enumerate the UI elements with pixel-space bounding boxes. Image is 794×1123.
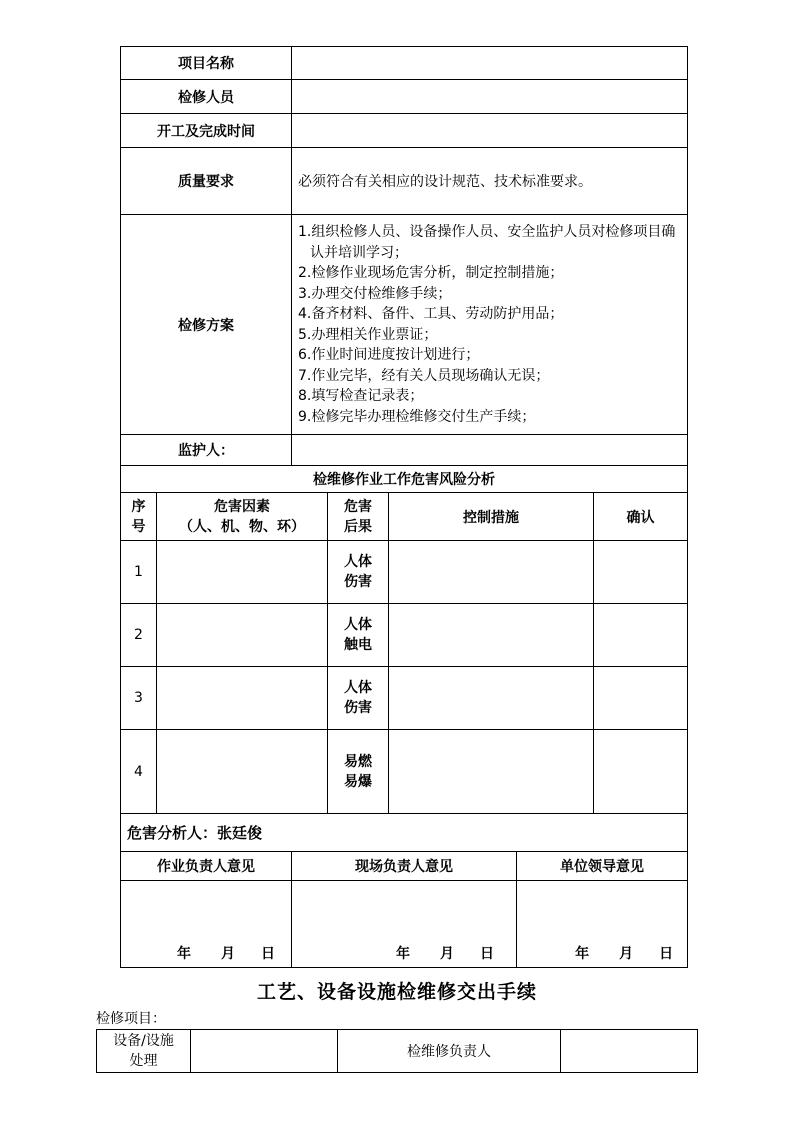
row-factors[interactable] bbox=[157, 730, 328, 814]
plan-item: 4.备齐材料、备件、工具、劳动防护用品； bbox=[298, 306, 564, 322]
header-control-measures: 控制措施 bbox=[389, 493, 594, 541]
risk-analysis-title: 检维修作业工作危害风险分析 bbox=[121, 466, 688, 493]
row-confirm[interactable] bbox=[594, 541, 688, 604]
month-label: 月 bbox=[221, 946, 235, 962]
plan-item: 3.办理交付检维修手续； bbox=[298, 285, 452, 302]
row-seq: 1 bbox=[121, 541, 157, 604]
supervisor-label: 监护人： bbox=[121, 435, 292, 466]
year-label: 年 bbox=[177, 946, 191, 962]
risk-row bbox=[121, 667, 688, 730]
plan-item: 7.作业完毕，经有关人员现场确认无误； bbox=[298, 367, 550, 384]
plan-label: 检修方案 bbox=[121, 215, 292, 435]
row-measures[interactable] bbox=[389, 667, 594, 730]
row-factors[interactable] bbox=[157, 667, 328, 730]
row-consequence: 人体伤害 bbox=[328, 541, 389, 604]
equipment-handling-field[interactable] bbox=[191, 1030, 338, 1073]
row-confirm[interactable] bbox=[594, 604, 688, 667]
plan-item: 2.检修作业现场危害分析，制定控制措施； bbox=[298, 265, 564, 281]
project-name-field[interactable] bbox=[292, 47, 688, 80]
responsible-person-label: 检维修负责人 bbox=[338, 1030, 561, 1073]
supervisor-field[interactable] bbox=[292, 435, 688, 466]
risk-row bbox=[121, 541, 688, 604]
row-confirm[interactable] bbox=[594, 667, 688, 730]
day-label: 日 bbox=[659, 946, 674, 962]
row-seq: 3 bbox=[121, 667, 157, 730]
work-leader-opinion-box[interactable] bbox=[121, 881, 292, 968]
quality-label: 质量要求 bbox=[121, 148, 292, 215]
time-label: 开工及完成时间 bbox=[121, 114, 292, 148]
hazard-analyst: 危害分析人：张廷俊 bbox=[121, 814, 688, 852]
header-seq: 序号 bbox=[121, 493, 157, 541]
plan-cell bbox=[292, 215, 688, 435]
month-label: 月 bbox=[619, 946, 634, 962]
maintenance-form-table bbox=[120, 46, 688, 968]
handover-title: 工艺、设备设施检维修交出手续 bbox=[256, 981, 537, 1003]
row-consequence: 易燃易爆 bbox=[328, 730, 389, 814]
row-factors[interactable] bbox=[157, 541, 328, 604]
work-leader-opinion-label: 作业负责人意见 bbox=[121, 852, 292, 881]
row-seq: 2 bbox=[121, 604, 157, 667]
row-confirm[interactable] bbox=[594, 730, 688, 814]
header-consequence: 危害后果 bbox=[328, 493, 389, 541]
row-consequence: 人体触电 bbox=[328, 604, 389, 667]
day-label: 日 bbox=[480, 946, 494, 962]
row-seq: 4 bbox=[121, 730, 157, 814]
site-leader-opinion-label: 现场负责人意见 bbox=[292, 852, 517, 881]
row-factors[interactable] bbox=[157, 604, 328, 667]
quality-requirement-text: 必须符合有关相应的设计规范、技术标准要求。 bbox=[292, 148, 688, 215]
year-label: 年 bbox=[396, 946, 410, 962]
project-name-label: 项目名称 bbox=[121, 47, 292, 80]
responsible-person-field[interactable] bbox=[561, 1030, 698, 1073]
personnel-label: 检修人员 bbox=[121, 80, 292, 114]
equipment-handling-label: 设备/设施处理 bbox=[97, 1030, 191, 1073]
unit-leader-opinion-box[interactable] bbox=[517, 881, 688, 968]
plan-item: 9.检修完毕办理检维修交付生产手续； bbox=[298, 408, 536, 425]
day-label: 日 bbox=[261, 946, 275, 962]
plan-item: 8.填写检查记录表； bbox=[298, 388, 424, 404]
handover-table bbox=[96, 1029, 698, 1073]
risk-row bbox=[121, 730, 688, 814]
plan-item: 1.组织检修人员、设备操作人员、安全监护人员对检修项目确认并培训学习； bbox=[298, 224, 676, 261]
row-measures[interactable] bbox=[389, 604, 594, 667]
plan-item: 6.作业时间进度按计划进行； bbox=[298, 347, 480, 363]
plan-item: 5.办理相关作业票证； bbox=[298, 326, 438, 343]
handover-item-label: 检修项目： bbox=[96, 1011, 166, 1027]
plan-list bbox=[292, 222, 687, 427]
year-label: 年 bbox=[575, 946, 590, 962]
site-leader-opinion-box[interactable] bbox=[292, 881, 517, 968]
time-field[interactable] bbox=[292, 114, 688, 148]
header-confirm: 确认 bbox=[594, 493, 688, 541]
header-hazard-factors: 危害因素 （人、机、物、环） bbox=[157, 493, 328, 541]
month-label: 月 bbox=[440, 946, 454, 962]
risk-row bbox=[121, 604, 688, 667]
personnel-field[interactable] bbox=[292, 80, 688, 114]
row-measures[interactable] bbox=[389, 730, 594, 814]
unit-leader-opinion-label: 单位领导意见 bbox=[517, 852, 688, 881]
row-consequence: 人体伤害 bbox=[328, 667, 389, 730]
row-measures[interactable] bbox=[389, 541, 594, 604]
